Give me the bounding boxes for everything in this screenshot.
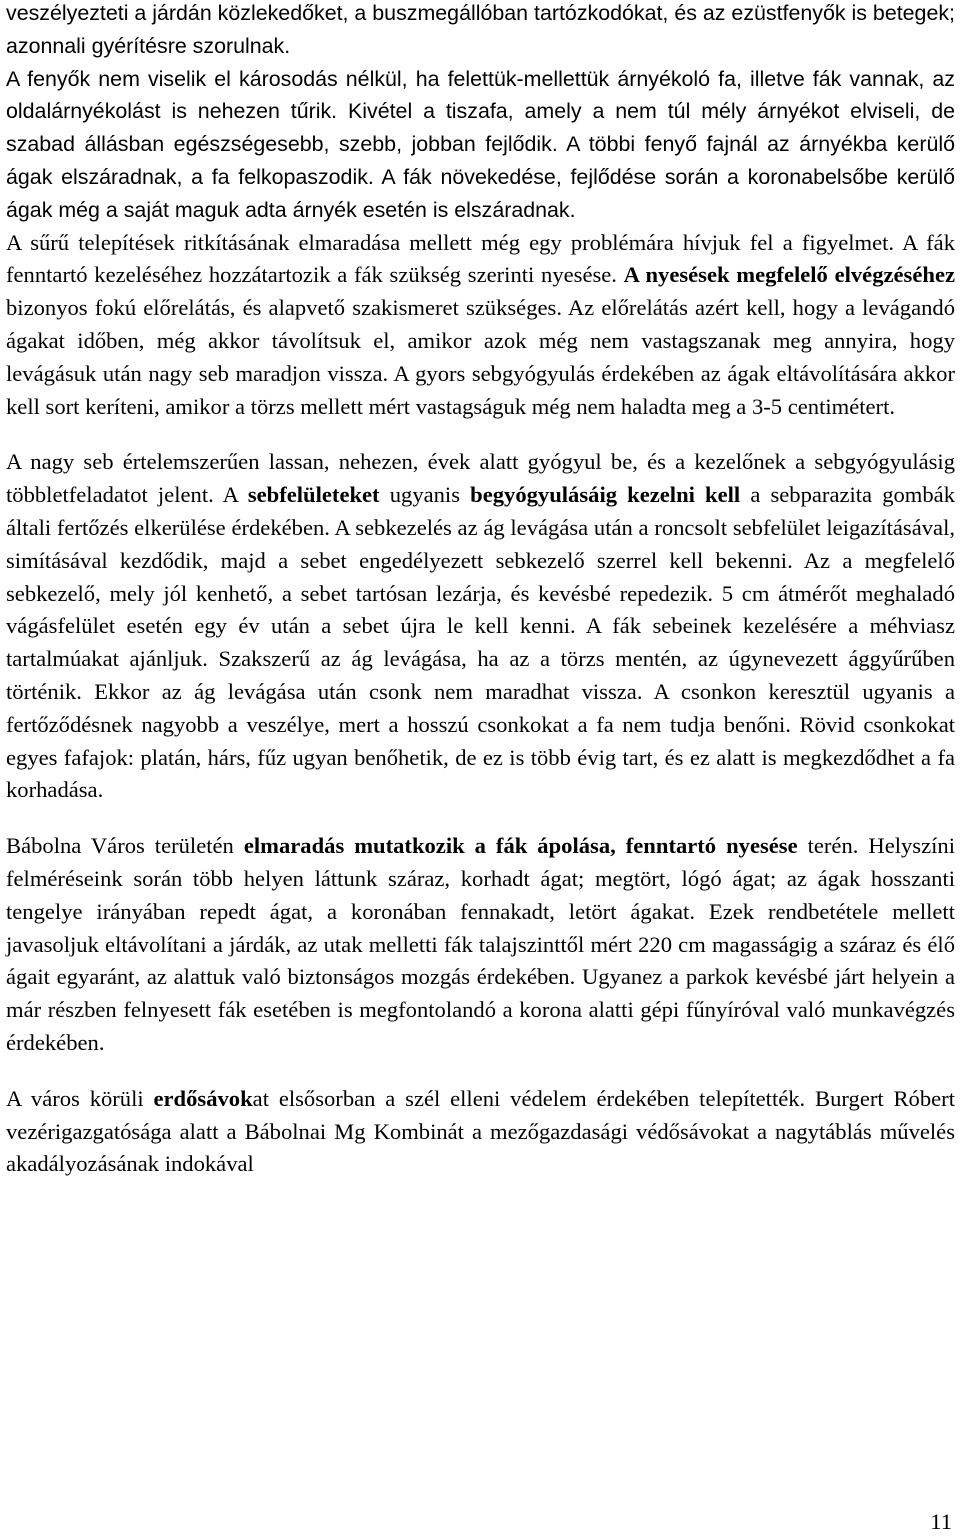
text-run: bizonyos fokú előrelátás, és alapvető szakismeret szükséges. Az előrelátás azért kell, hogy a levágandó ágakat időben, még akkor távolítsuk el, amikor azok még nem vastagszanak meg annyira, hogy levágásuk után nagy seb maradjon vissza. A gyors sebgyógyulás érdekében az ágak eltávolítására akkor kell sort keríteni, amikor a törzs mellett mért vastagságuk még nem haladta meg a 3-5 centimétert. — [6, 295, 955, 419]
bold-text-run: elmaradás mutatkozik a fák ápolása, fenntartó nyesése — [243, 833, 798, 859]
page-number: 11 — [930, 1509, 952, 1534]
text-run: A város körüli — [6, 1085, 154, 1111]
text-run: ugyanis — [379, 482, 471, 508]
text-run: veszélyezteti a járdán közlekedőket, a buszmegállóban tartózkodókat, és az ezüstfenyők is betegek; azonnali gyérítésre szorulnak. — [6, 1, 955, 58]
bold-text-run: begyógyulásáig kezelni kell — [470, 482, 741, 508]
text-run: a sebparazita gombák általi fertőzés elkerülése érdekében. A sebkezelés az ág levágása után a roncsolt sebfelület leigazításával, simításával kezdődik, majd a sebet engedélyezett sebkezelő szerrel kell bekenni. Az a megfelelő sebkezelő, mely jól kenhető, a sebet tartósan lezárja, és kevésbé repedezik. 5 cm átmérőt meghaladó vágásfelület esetén egy év után a sebet újra le kell kenni. A fák sebeinek kezelésére a méhviasz tartalmúakat ajánljuk. Szakszerű az ág levágása, ha az a törzs mentén, az úgynevezett ággyűrűben történik. Ekkor az ág levágása után csonk nem maradhat vissza. A csonkon keresztül ugyanis a fertőződésnek nagyobb a veszélye, mert a hosszú csonkokat a fa nem tudja benőni. Rövid csonkokat egyes fafajok: platán, hárs, fűz ugyan benőhetik, de ez is több évig tart, és ez alatt is megkezdődhet a fa korhadása. — [6, 482, 956, 803]
paragraph-conifer-shading — [6, 0, 955, 423]
text-run: at elsősorban a szél elleni védelem érdekében telepítették. Burgert Róbert vezérigazgatósága alatt a Bábolnai Mg Kombinát a mezőgazdasági védősávokat a nagytáblás művelés akadályozásának indokával — [6, 1085, 955, 1177]
text-run: A sűrű telepítések ritkításának elmaradása mellett még egy problémára hívjuk fel a figyelmet. A fák fenntartó kezeléséhez hozzátartozik a fák szükség szerinti nyesése. — [6, 229, 955, 288]
bold-text-run: sebfelületeket — [247, 482, 380, 508]
text-run: A fenyők nem viselik el károsodás nélkül, ha felettük-mellettük árnyékoló fa, illetve fák vannak, az oldalárnyékolást is nehezen tűrik. Kivétel a tiszafa, amely a nem túl mély árnyékot elviseli, de szabad állásban egészségesebb, szebb, jobban fejlődik. A többi fenyő fajnál az árnyékba kerülő ágak elszáradnak, a fa felkopaszodik. A fák növekedése, fejlődése során a koronabelsőbe kerülő ágak még a saját maguk adta árnyék esetén is elszáradnak. — [6, 66, 955, 222]
paragraph-forest-belts — [6, 1083, 955, 1181]
document-page — [6, 0, 955, 1181]
text-run: Bábolna Város területén — [6, 833, 244, 859]
bold-text-run: erdősávok — [153, 1085, 253, 1111]
bold-text-run: A nyesések megfelelő elvégzéséhez — [623, 262, 955, 288]
paragraph-wound-treatment — [6, 446, 955, 807]
paragraph-babolna-maintenance — [6, 830, 955, 1060]
text-run: A nagy seb értelemszerűen lassan, nehezen, évek alatt gyógyul be, és a kezelőnek a sebgyógyulásig többletfeladatot jelent. A — [6, 449, 955, 508]
text-run: terén. Helyszíni felméréseink során több helyen láttunk száraz, korhadt ágat; megtört, lógó ágat; az ágak hosszanti tengelye irányában repedt ágat, a koronában fennakadt, letört ágakat. Ezek rendbetétele mellett javasoljuk eltávolítani a járdák, az utak melletti fák talajszinttől mért 220 cm magasságig a száraz és élő ágait egyaránt, az alattuk való biztonságos mozgás érdekében. Ugyanez a parkok kevésbé járt helyein a már részben felnyesett fák esetében is megfontolandó a korona alatti gépi fűnyíróval való munkavégzés érdekében. — [6, 833, 955, 1055]
